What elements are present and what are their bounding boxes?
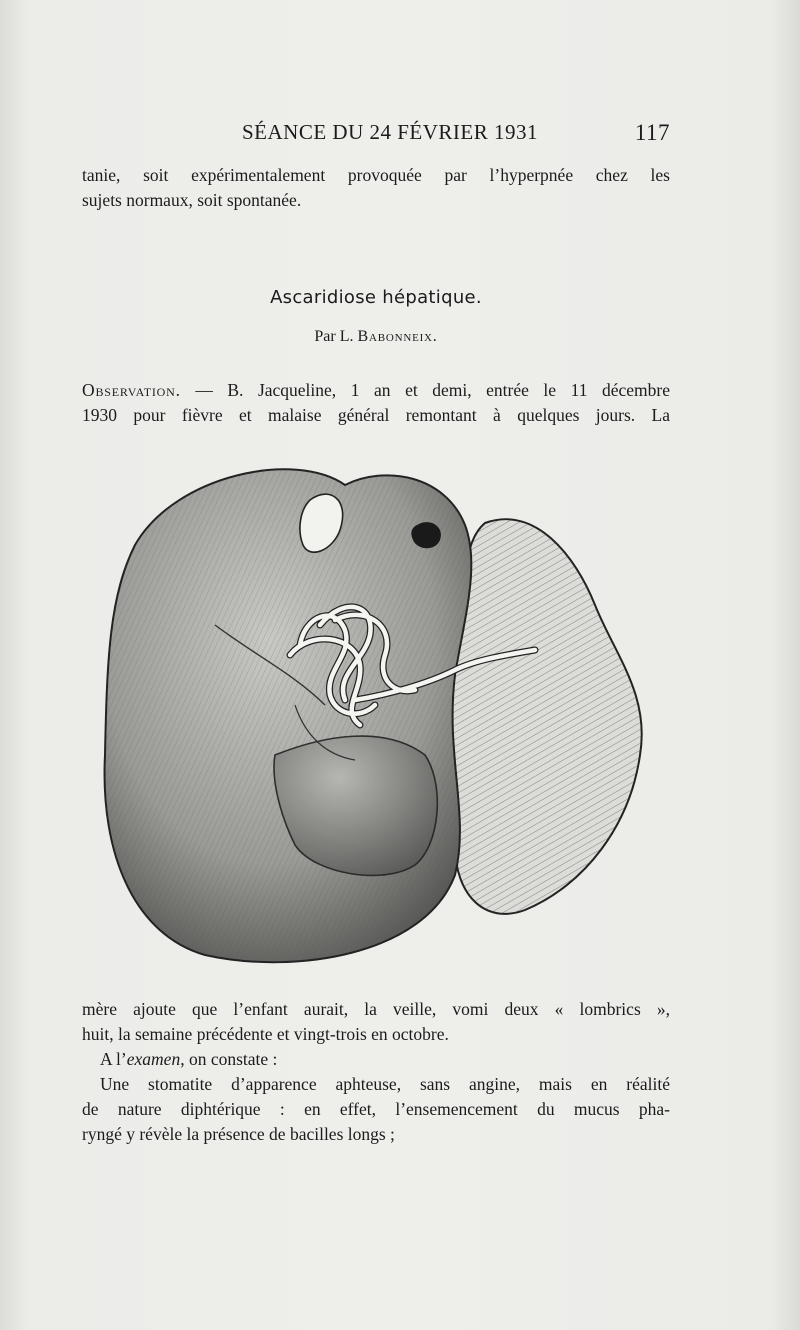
continuation-paragraph [82,997,670,1147]
intro-paragraph [82,163,670,213]
liver-illustration [95,455,655,975]
text-line: sujets normaux, soit spontanée. [82,190,302,210]
text-line [82,1047,670,1072]
observation-label: Observation. [82,380,181,400]
text-line: tanie, soit expérimentalement provoquée par l’hyperpnée chez les [82,165,670,185]
byline-author: Babonneix. [357,328,438,345]
text-line: Une stomatite d’apparence aphteuse, sans angine, mais en réalité [100,1074,670,1094]
running-header [82,120,670,150]
observation-paragraph [82,378,670,428]
text-line: ryngé y révèle la présence de bacilles longs ; [82,1124,395,1144]
exam-italic: examen [126,1049,181,1069]
text-line: de nature diphtérique : en effet, l’ensemencement du mucus pha- [82,1099,670,1119]
observation-text: — B. Jacqueline, 1 an et demi, entrée le 11 décembre [180,380,670,400]
text-line: mère ajoute que l’enfant aurait, la veille, vomi deux « lombrics », [82,999,670,1019]
byline [82,328,670,346]
running-title: SÉANCE DU 24 FÉVRIER 1931 [242,120,539,144]
page-number: 117 [634,120,670,145]
article-title: Ascaridiose hépatique. [270,287,482,308]
text-line: huit, la semaine précédente et vingt-trois en octobre. [82,1024,449,1044]
byline-prefix: Par L. [314,328,354,345]
exam-suffix: , on constate : [180,1049,278,1069]
text-line: 1930 pour fièvre et malaise général remontant à quelques jours. La [82,405,670,425]
exam-prefix: A l’ [100,1049,127,1069]
text-line [82,378,670,403]
